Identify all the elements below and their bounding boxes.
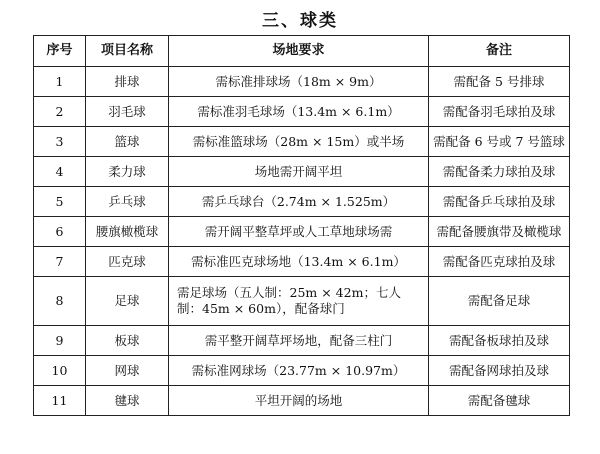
row-number: 6 (34, 217, 86, 247)
row-remarks: 需配备 5 号排球 (429, 67, 570, 97)
row-remarks: 需配备柔力球拍及球 (429, 157, 570, 187)
row-item-name: 排球 (86, 67, 169, 97)
table-header-row (34, 36, 570, 67)
row-number: 2 (34, 97, 86, 127)
row-item-name: 柔力球 (86, 157, 169, 187)
row-item-name: 足球 (86, 277, 169, 326)
header-remarks: 备注 (429, 36, 570, 67)
row-item-name: 篮球 (86, 127, 169, 157)
row-venue-requirement: 需平整开阔草坪场地，配备三柱门 (169, 326, 429, 356)
table-row (34, 67, 570, 97)
section-title: 三、球类 (262, 11, 338, 31)
header-number: 序号 (34, 36, 86, 67)
row-remarks: 需配备 6 号或 7 号篮球 (429, 127, 570, 157)
table-row (34, 386, 570, 416)
row-remarks: 需配备匹克球拍及球 (429, 247, 570, 277)
row-item-name: 网球 (86, 356, 169, 386)
row-remarks: 需配备足球 (429, 277, 570, 326)
row-number: 1 (34, 67, 86, 97)
header-item-name: 项目名称 (86, 36, 169, 67)
row-number: 4 (34, 157, 86, 187)
row-number: 10 (34, 356, 86, 386)
table-row (34, 356, 570, 386)
header-venue-requirement: 场地要求 (169, 36, 429, 67)
row-venue-requirement: 需标准网球场（23.77m × 10.97m） (169, 356, 429, 386)
table-row (34, 326, 570, 356)
row-venue-requirement: 场地需开阔平坦 (169, 157, 429, 187)
row-remarks: 需配备毽球 (429, 386, 570, 416)
row-remarks: 需配备板球拍及球 (429, 326, 570, 356)
row-venue-requirement: 需标准羽毛球场（13.4m × 6.1m） (169, 97, 429, 127)
row-number: 3 (34, 127, 86, 157)
row-venue-requirement: 需足球场（五人制：25m × 42m；七人制：45m × 60m），配备球门 (169, 277, 429, 326)
row-number: 11 (34, 386, 86, 416)
sports-requirements-table (33, 35, 570, 416)
table-row (34, 217, 570, 247)
row-remarks: 需配备乒乓球拍及球 (429, 187, 570, 217)
row-venue-requirement: 需标准篮球场（28m × 15m）或半场 (169, 127, 429, 157)
table-row (34, 97, 570, 127)
table-row (34, 247, 570, 277)
row-item-name: 乒乓球 (86, 187, 169, 217)
row-number: 5 (34, 187, 86, 217)
row-venue-requirement: 需开阔平整草坪或人工草地球场需 (169, 217, 429, 247)
row-item-name: 板球 (86, 326, 169, 356)
row-remarks: 需配备羽毛球拍及球 (429, 97, 570, 127)
row-number: 8 (34, 277, 86, 326)
row-venue-requirement: 需乒乓球台（2.74m × 1.525m） (169, 187, 429, 217)
table-row (34, 187, 570, 217)
row-item-name: 匹克球 (86, 247, 169, 277)
row-venue-requirement: 平坦开阔的场地 (169, 386, 429, 416)
row-item-name: 羽毛球 (86, 97, 169, 127)
row-number: 9 (34, 326, 86, 356)
row-venue-requirement: 需标准排球场（18m × 9m） (169, 67, 429, 97)
table-row (34, 277, 570, 326)
row-number: 7 (34, 247, 86, 277)
table-row (34, 157, 570, 187)
table-row (34, 127, 570, 157)
row-remarks: 需配备网球拍及球 (429, 356, 570, 386)
row-item-name: 毽球 (86, 386, 169, 416)
row-remarks: 需配备腰旗带及橄榄球 (429, 217, 570, 247)
row-item-name: 腰旗橄榄球 (86, 217, 169, 247)
row-venue-requirement: 需标准匹克球场地（13.4m × 6.1m） (169, 247, 429, 277)
